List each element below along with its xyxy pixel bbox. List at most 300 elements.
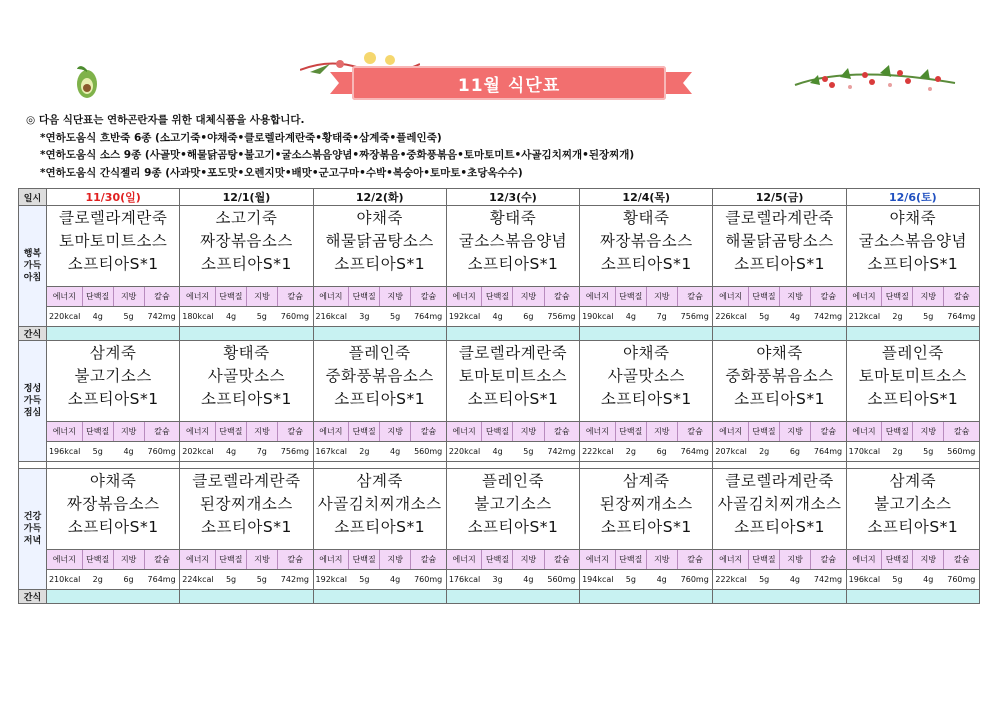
nutrient-header: 에너지 [447, 550, 483, 569]
dish-item: 소프티아S*1 [201, 255, 292, 273]
nutrient-value: 6g [789, 447, 801, 456]
dish-item: 사골맛소스 [207, 367, 286, 385]
nutrient-header-cell [713, 422, 846, 442]
nutrient-header: 단백질 [482, 287, 513, 306]
nutrient-value: 4g [789, 312, 801, 321]
dish-cell [713, 469, 846, 550]
nutrient-header: 에너지 [180, 550, 216, 569]
dish-cell [47, 206, 180, 287]
nutrient-header: 에너지 [447, 422, 483, 441]
nutrient-header: 에너지 [580, 422, 616, 441]
snack-label: 간식 [19, 327, 47, 341]
dish-item: 야채죽 [889, 209, 937, 227]
nutrient-header-row [19, 422, 980, 442]
nutrient-value: 760mg [280, 312, 309, 321]
nutrient-value: 4g [390, 575, 401, 584]
nutrient-value-cell [180, 442, 313, 462]
dish-item: 클로렐라계란죽 [58, 209, 168, 227]
dish-cell [180, 206, 313, 287]
berries-decoration-icon [790, 55, 960, 100]
nutrient-value: 4g [225, 447, 237, 456]
nutrient-value: 190kcal [582, 312, 614, 321]
nutrient-header: 에너지 [180, 422, 216, 441]
day-cell: 12/4(목) [580, 189, 713, 206]
nutrient-value: 2g [359, 447, 370, 456]
nutrient-value: 760mg [947, 575, 976, 584]
snack-cell [180, 590, 313, 604]
dish-item: 클로렐라계란죽 [192, 472, 301, 490]
nutrient-header-cell [846, 287, 979, 307]
nutrient-value: 170kcal [848, 447, 881, 456]
dish-cell [313, 469, 446, 550]
dish-item: 소프티아S*1 [734, 390, 825, 408]
nutrient-header: 단백질 [482, 550, 513, 569]
nutrient-header: 단백질 [216, 287, 247, 306]
meal-label [19, 469, 47, 590]
nutrient-header-cell [180, 422, 313, 442]
dish-item: 짜장볶음소스 [599, 232, 693, 250]
nutrient-value: 4g [225, 312, 237, 321]
dish-item: 삼계죽 [89, 344, 137, 362]
nutrient-value: 760mg [680, 575, 709, 584]
spacer-cell [313, 462, 446, 469]
nutrient-value-cell [446, 307, 579, 327]
nutrient-value: 220kcal [48, 312, 81, 321]
day-cell: 12/1(월) [180, 189, 313, 206]
note-line: ◎ 다음 식단표는 연하곤란자를 위한 대체식품을 사용합니다. [26, 114, 305, 126]
nutrient-header: 에너지 [447, 287, 483, 306]
dish-item: 삼계죽 [623, 472, 670, 490]
nutrient-header: 지방 [647, 422, 678, 441]
nutrient-value: 216kcal [315, 312, 347, 321]
dish-item: 소프티아S*1 [867, 255, 959, 273]
dish-cell [580, 469, 713, 550]
nutrient-value: 4g [390, 447, 401, 456]
nutrient-value: 742mg [147, 312, 176, 321]
nutrient-value: 5g [225, 575, 237, 584]
nutrient-header-cell [580, 422, 713, 442]
dish-item: 소프티아S*1 [67, 255, 159, 273]
nutrient-value: 192kcal [448, 312, 481, 321]
dish-cell [180, 469, 313, 550]
snack-cell [313, 327, 446, 341]
nutrient-value-cell [580, 570, 713, 590]
dish-item: 소프티아S*1 [334, 255, 426, 273]
nutrient-value: 560mg [414, 447, 443, 456]
nutrient-value-cell [846, 307, 979, 327]
nutrient-header: 단백질 [83, 422, 114, 441]
nutrient-value: 4g [789, 575, 801, 584]
nutrient-value: 4g [92, 312, 103, 321]
nutrient-header: 단백질 [616, 422, 647, 441]
meal-label [19, 206, 47, 327]
nutrient-header: 단백질 [83, 287, 114, 306]
dish-item: 된장찌개소스 [599, 495, 693, 513]
nutrient-header: 에너지 [47, 550, 83, 569]
nutrient-header: 칼슘 [687, 427, 703, 436]
nutrient-value: 560mg [547, 575, 576, 584]
nutrient-header-cell [180, 287, 313, 307]
notes [26, 112, 634, 182]
dish-item: 소프티아S*1 [600, 518, 692, 536]
dish-item: 플레인죽 [881, 344, 944, 362]
dish-item: 중화풍볶음소스 [725, 367, 834, 385]
nutrient-header: 칼슘 [154, 427, 170, 436]
nutrient-value: 4g [123, 447, 134, 456]
day-cell: 12/6(토) [846, 189, 979, 206]
dish-item: 플레인죽 [348, 344, 411, 362]
dish-cell [713, 341, 846, 422]
nutrient-value-cell [446, 570, 579, 590]
nutrient-header: 칼슘 [287, 427, 303, 436]
nutrient-header: 단백질 [749, 550, 780, 569]
nutrient-header: 에너지 [314, 550, 350, 569]
dish-item: 야채죽 [756, 344, 803, 362]
dish-cell [313, 341, 446, 422]
nutrient-value: 202kcal [182, 447, 214, 456]
nutrient-header: 칼슘 [820, 555, 837, 564]
nutrient-value-cell [47, 442, 180, 462]
dish-item: 황태죽 [489, 209, 537, 227]
page-title: 11월 식단표 [457, 75, 561, 96]
nutrient-header: 에너지 [180, 287, 216, 306]
dish-item: 클로렐라계란죽 [725, 209, 834, 227]
nutrient-value: 4g [492, 447, 503, 456]
dish-item: 야채죽 [89, 472, 137, 490]
nutrient-header: 에너지 [713, 287, 749, 306]
snack-cell [446, 590, 579, 604]
title-banner [352, 66, 666, 100]
dish-item: 중화풍볶음소스 [325, 367, 434, 385]
snack-label: 간식 [19, 590, 47, 604]
dish-cell [446, 469, 579, 550]
meal-dish-row [19, 206, 980, 287]
nutrient-value-cell [846, 570, 979, 590]
nutrient-value: 2g [625, 447, 636, 456]
nutrient-header-row [19, 550, 980, 570]
dish-item: 사골김치찌개소스 [717, 495, 842, 513]
nutrient-value: 4g [492, 312, 503, 321]
nutrient-value: 4g [625, 312, 636, 321]
nutrient-value: 5g [892, 575, 903, 584]
nutrient-header: 지방 [780, 550, 811, 569]
dish-item: 야채죽 [623, 344, 670, 362]
nutrient-header: 지방 [913, 550, 944, 569]
nutrient-header-cell [713, 287, 846, 307]
dish-item: 클로렐라계란죽 [725, 472, 834, 490]
nutrient-value: 6g [123, 575, 134, 584]
nutrient-header: 단백질 [749, 422, 780, 441]
nutrient-value: 760mg [414, 575, 443, 584]
dish-item: 소프티아S*1 [734, 518, 825, 536]
dish-item: 짜장볶음소스 [66, 495, 160, 513]
nutrient-header: 단백질 [882, 422, 913, 441]
dish-item: 소프티아S*1 [600, 255, 692, 273]
nutrient-header: 에너지 [713, 422, 749, 441]
nutrient-value: 5g [923, 447, 934, 456]
dish-item: 소프티아S*1 [467, 518, 559, 536]
nutrient-header: 지방 [913, 287, 944, 306]
nutrient-header: 단백질 [882, 550, 913, 569]
note-line: *연하도움식 흐반죽 6종 (소고기죽•야채죽•클로렐라계란죽•황태죽•삼계죽•플레인죽) [40, 131, 442, 144]
nutrient-header: 지방 [780, 422, 811, 441]
nutrient-value: 2g [759, 447, 770, 456]
nutrient-header: 칼슘 [820, 427, 837, 436]
nutrient-value-cell [713, 570, 846, 590]
day-cell: 12/2(화) [313, 189, 446, 206]
nutrient-header: 칼슘 [953, 427, 970, 436]
dish-cell [180, 341, 313, 422]
dish-item: 불고기소스 [474, 495, 552, 513]
nutrient-header-cell [47, 550, 180, 570]
nutrient-value-cell [47, 570, 180, 590]
nutrient-value: 5g [256, 575, 267, 584]
nutrient-value-cell [713, 307, 846, 327]
nutrient-header: 칼슘 [154, 292, 170, 301]
nutrient-value-cell [313, 570, 446, 590]
nutrient-value: 742mg [547, 447, 576, 456]
nutrient-header-cell [446, 287, 579, 307]
snack-cell [713, 327, 846, 341]
nutrient-value: 5g [123, 312, 134, 321]
nutrient-value: 4g [656, 575, 667, 584]
nutrient-value: 756mg [547, 312, 576, 321]
nutrient-value: 222kcal [582, 447, 614, 456]
menu-table [18, 188, 980, 604]
dish-cell [47, 341, 180, 422]
meal-label [19, 341, 47, 462]
dish-item: 토마토미트소스 [58, 232, 168, 250]
dish-item: 토마토미트소스 [458, 367, 568, 385]
nutrient-header: 칼슘 [687, 555, 703, 564]
dish-item: 짜장볶음소스 [200, 232, 293, 250]
nutrient-value: 5g [759, 312, 770, 321]
nutrient-header: 지방 [513, 287, 544, 306]
nutrient-header-cell [846, 422, 979, 442]
dish-cell [713, 206, 846, 287]
nutrient-header: 단백질 [482, 422, 513, 441]
snack-row [19, 590, 980, 604]
day-cell: 11/30(일) [47, 189, 180, 206]
dish-item: 소프티아S*1 [334, 390, 426, 408]
nutrient-header: 단백질 [349, 287, 380, 306]
nutrient-header: 지방 [647, 550, 678, 569]
nutrient-header: 지방 [380, 422, 411, 441]
nutrient-header: 지방 [647, 287, 678, 306]
nutrient-value-cell [580, 442, 713, 462]
meal-label-line: 아침 [23, 273, 42, 283]
nutrient-header: 지방 [114, 422, 145, 441]
nutrient-value: 226kcal [715, 312, 747, 321]
nutrient-value: 5g [390, 312, 401, 321]
nutrient-header: 단백질 [882, 287, 913, 306]
nutrient-value: 167kcal [315, 447, 347, 456]
nutrient-value: 756mg [680, 312, 709, 321]
nutrient-value: 742mg [813, 575, 843, 584]
dish-item: 소프티아S*1 [867, 518, 959, 536]
nutrient-value: 2g [92, 575, 103, 584]
nutrient-header-cell [580, 550, 713, 570]
nutrient-value: 220kcal [448, 447, 481, 456]
nutrient-header-cell [846, 550, 979, 570]
spacer-cell [713, 462, 846, 469]
nutrient-header: 지방 [380, 287, 411, 306]
nutrient-value: 3g [492, 575, 503, 584]
nutrient-header-cell [47, 287, 180, 307]
nutrient-value: 224kcal [182, 575, 214, 584]
nutrient-header: 에너지 [713, 550, 749, 569]
snack-cell [846, 327, 979, 341]
dish-cell [846, 341, 979, 422]
dish-cell [846, 206, 979, 287]
nutrient-header-cell [313, 287, 446, 307]
note-line: *연하도움식 소스 9종 (사골맛•해물닭곰탕•불고기•굴소스볶음양념•짜장볶음•중화풍볶음•토마토미트•사골김치찌개•된장찌개) [40, 149, 635, 161]
meal-label-line: 가득 [23, 261, 42, 271]
nutrient-value: 764mg [680, 447, 709, 456]
snack-cell [313, 590, 446, 604]
meal-label-line: 점심 [23, 408, 42, 418]
nutrient-value: 192kcal [315, 575, 347, 584]
dish-item: 야채죽 [356, 209, 403, 227]
nutrient-header: 지방 [247, 550, 278, 569]
nutrient-value-cell [446, 442, 579, 462]
spacer-cell [580, 462, 713, 469]
dish-item: 굴소스볶음양념 [858, 232, 967, 250]
nutrient-header: 에너지 [47, 422, 83, 441]
nutrient-header: 칼슘 [287, 555, 303, 564]
nutrient-header-row [19, 287, 980, 307]
nutrient-value: 560mg [947, 447, 976, 456]
nutrient-header: 칼슘 [687, 292, 703, 301]
day-cell: 12/3(수) [446, 189, 579, 206]
nutrient-value: 756mg [280, 447, 309, 456]
nutrient-value: 3g [359, 312, 370, 321]
nutrient-header: 지방 [780, 287, 811, 306]
snack-cell [713, 590, 846, 604]
nutrient-header: 칼슘 [953, 555, 970, 564]
dish-item: 해물닭곰탕소스 [725, 232, 834, 250]
nutrient-header: 단백질 [83, 550, 114, 569]
day-cell: 12/5(금) [713, 189, 846, 206]
nutrient-value: 4g [923, 575, 934, 584]
meal-label-line: 가득 [23, 524, 42, 534]
nutrient-header: 지방 [247, 287, 278, 306]
nutrient-header: 단백질 [216, 422, 247, 441]
meal-dish-row [19, 469, 980, 550]
nutrient-header: 지방 [247, 422, 278, 441]
nutrient-header: 지방 [114, 287, 145, 306]
snack-cell [580, 590, 713, 604]
nutrient-header: 지방 [380, 550, 411, 569]
dish-item: 사골김치찌개소스 [317, 495, 442, 513]
nutrient-header: 단백질 [216, 550, 247, 569]
dish-item: 소프티아S*1 [867, 390, 959, 408]
day-label: 일시 [19, 189, 47, 206]
nutrient-value: 5g [523, 447, 534, 456]
dish-item: 소프티아S*1 [467, 390, 559, 408]
nutrient-value: 176kcal [448, 575, 481, 584]
nutrient-header: 단백질 [349, 550, 380, 569]
dish-item: 황태죽 [623, 209, 670, 227]
nutrient-value: 7g [256, 447, 267, 456]
nutrient-header-cell [580, 287, 713, 307]
dish-item: 소프티아S*1 [734, 255, 825, 273]
snack-cell [47, 590, 180, 604]
note-line: *연하도움식 간식젤리 9종 (사과맛•포도맛•오렌지맛•배맛•군고구마•수박•복숭아•토마토•초당옥수수) [40, 166, 523, 179]
nutrient-header: 단백질 [616, 287, 647, 306]
nutrient-header: 칼슘 [287, 292, 303, 301]
meal-label-line: 가득 [23, 396, 42, 406]
nutrient-header: 에너지 [314, 287, 350, 306]
nutrient-value-row [19, 570, 980, 590]
dish-cell [313, 206, 446, 287]
nutrient-header: 칼슘 [554, 555, 570, 564]
meal-label-line: 행복 [23, 249, 42, 259]
snack-row [19, 327, 980, 341]
nutrient-header-cell [446, 550, 579, 570]
nutrient-header: 에너지 [580, 287, 616, 306]
nutrient-header: 단백질 [616, 550, 647, 569]
nutrient-value-cell [180, 570, 313, 590]
nutrient-value-cell [47, 307, 180, 327]
nutrient-value: 5g [923, 312, 934, 321]
nutrient-header-cell [313, 550, 446, 570]
dish-item: 된장찌개소스 [200, 495, 293, 513]
nutrient-value: 4g [523, 575, 534, 584]
meal-label-line: 정성 [23, 384, 42, 394]
avocado-icon [74, 60, 100, 100]
dish-item: 소프티아S*1 [334, 518, 426, 536]
spacer-cell [47, 462, 180, 469]
dish-item: 삼계죽 [356, 472, 403, 490]
meal-dish-row [19, 341, 980, 422]
nutrient-value: 5g [256, 312, 267, 321]
nutrient-value-cell [313, 442, 446, 462]
meal-label-line: 건강 [23, 512, 42, 522]
spacer-cell [180, 462, 313, 469]
nutrient-header-cell [47, 422, 180, 442]
nutrient-value: 180kcal [182, 312, 214, 321]
nutrient-value: 7g [656, 312, 667, 321]
nutrient-header-cell [446, 422, 579, 442]
nutrient-value: 742mg [280, 575, 309, 584]
nutrient-header: 칼슘 [154, 555, 170, 564]
nutrient-header: 에너지 [314, 422, 350, 441]
spacer-cell [846, 462, 979, 469]
nutrient-value: 196kcal [848, 575, 881, 584]
nutrient-header-cell [313, 422, 446, 442]
snack-cell [180, 327, 313, 341]
dish-item: 소프티아S*1 [201, 518, 292, 536]
dish-item: 플레인죽 [482, 472, 544, 490]
nutrient-header: 칼슘 [554, 292, 570, 301]
dish-item: 불고기소스 [874, 495, 952, 513]
nutrient-value: 5g [92, 447, 103, 456]
nutrient-header: 에너지 [47, 287, 83, 306]
nutrient-header: 지방 [513, 550, 544, 569]
nutrient-header-cell [180, 550, 313, 570]
nutrient-value: 210kcal [48, 575, 81, 584]
nutrient-value: 207kcal [715, 447, 747, 456]
dish-item: 소프티아S*1 [67, 390, 159, 408]
nutrient-value: 764mg [813, 447, 843, 456]
nutrient-header: 칼슘 [420, 427, 437, 436]
nutrient-header: 단백질 [349, 422, 380, 441]
dish-item: 소프티아S*1 [600, 390, 692, 408]
nutrient-value: 760mg [147, 447, 176, 456]
nutrient-header: 지방 [114, 550, 145, 569]
nutrient-value: 222kcal [715, 575, 747, 584]
